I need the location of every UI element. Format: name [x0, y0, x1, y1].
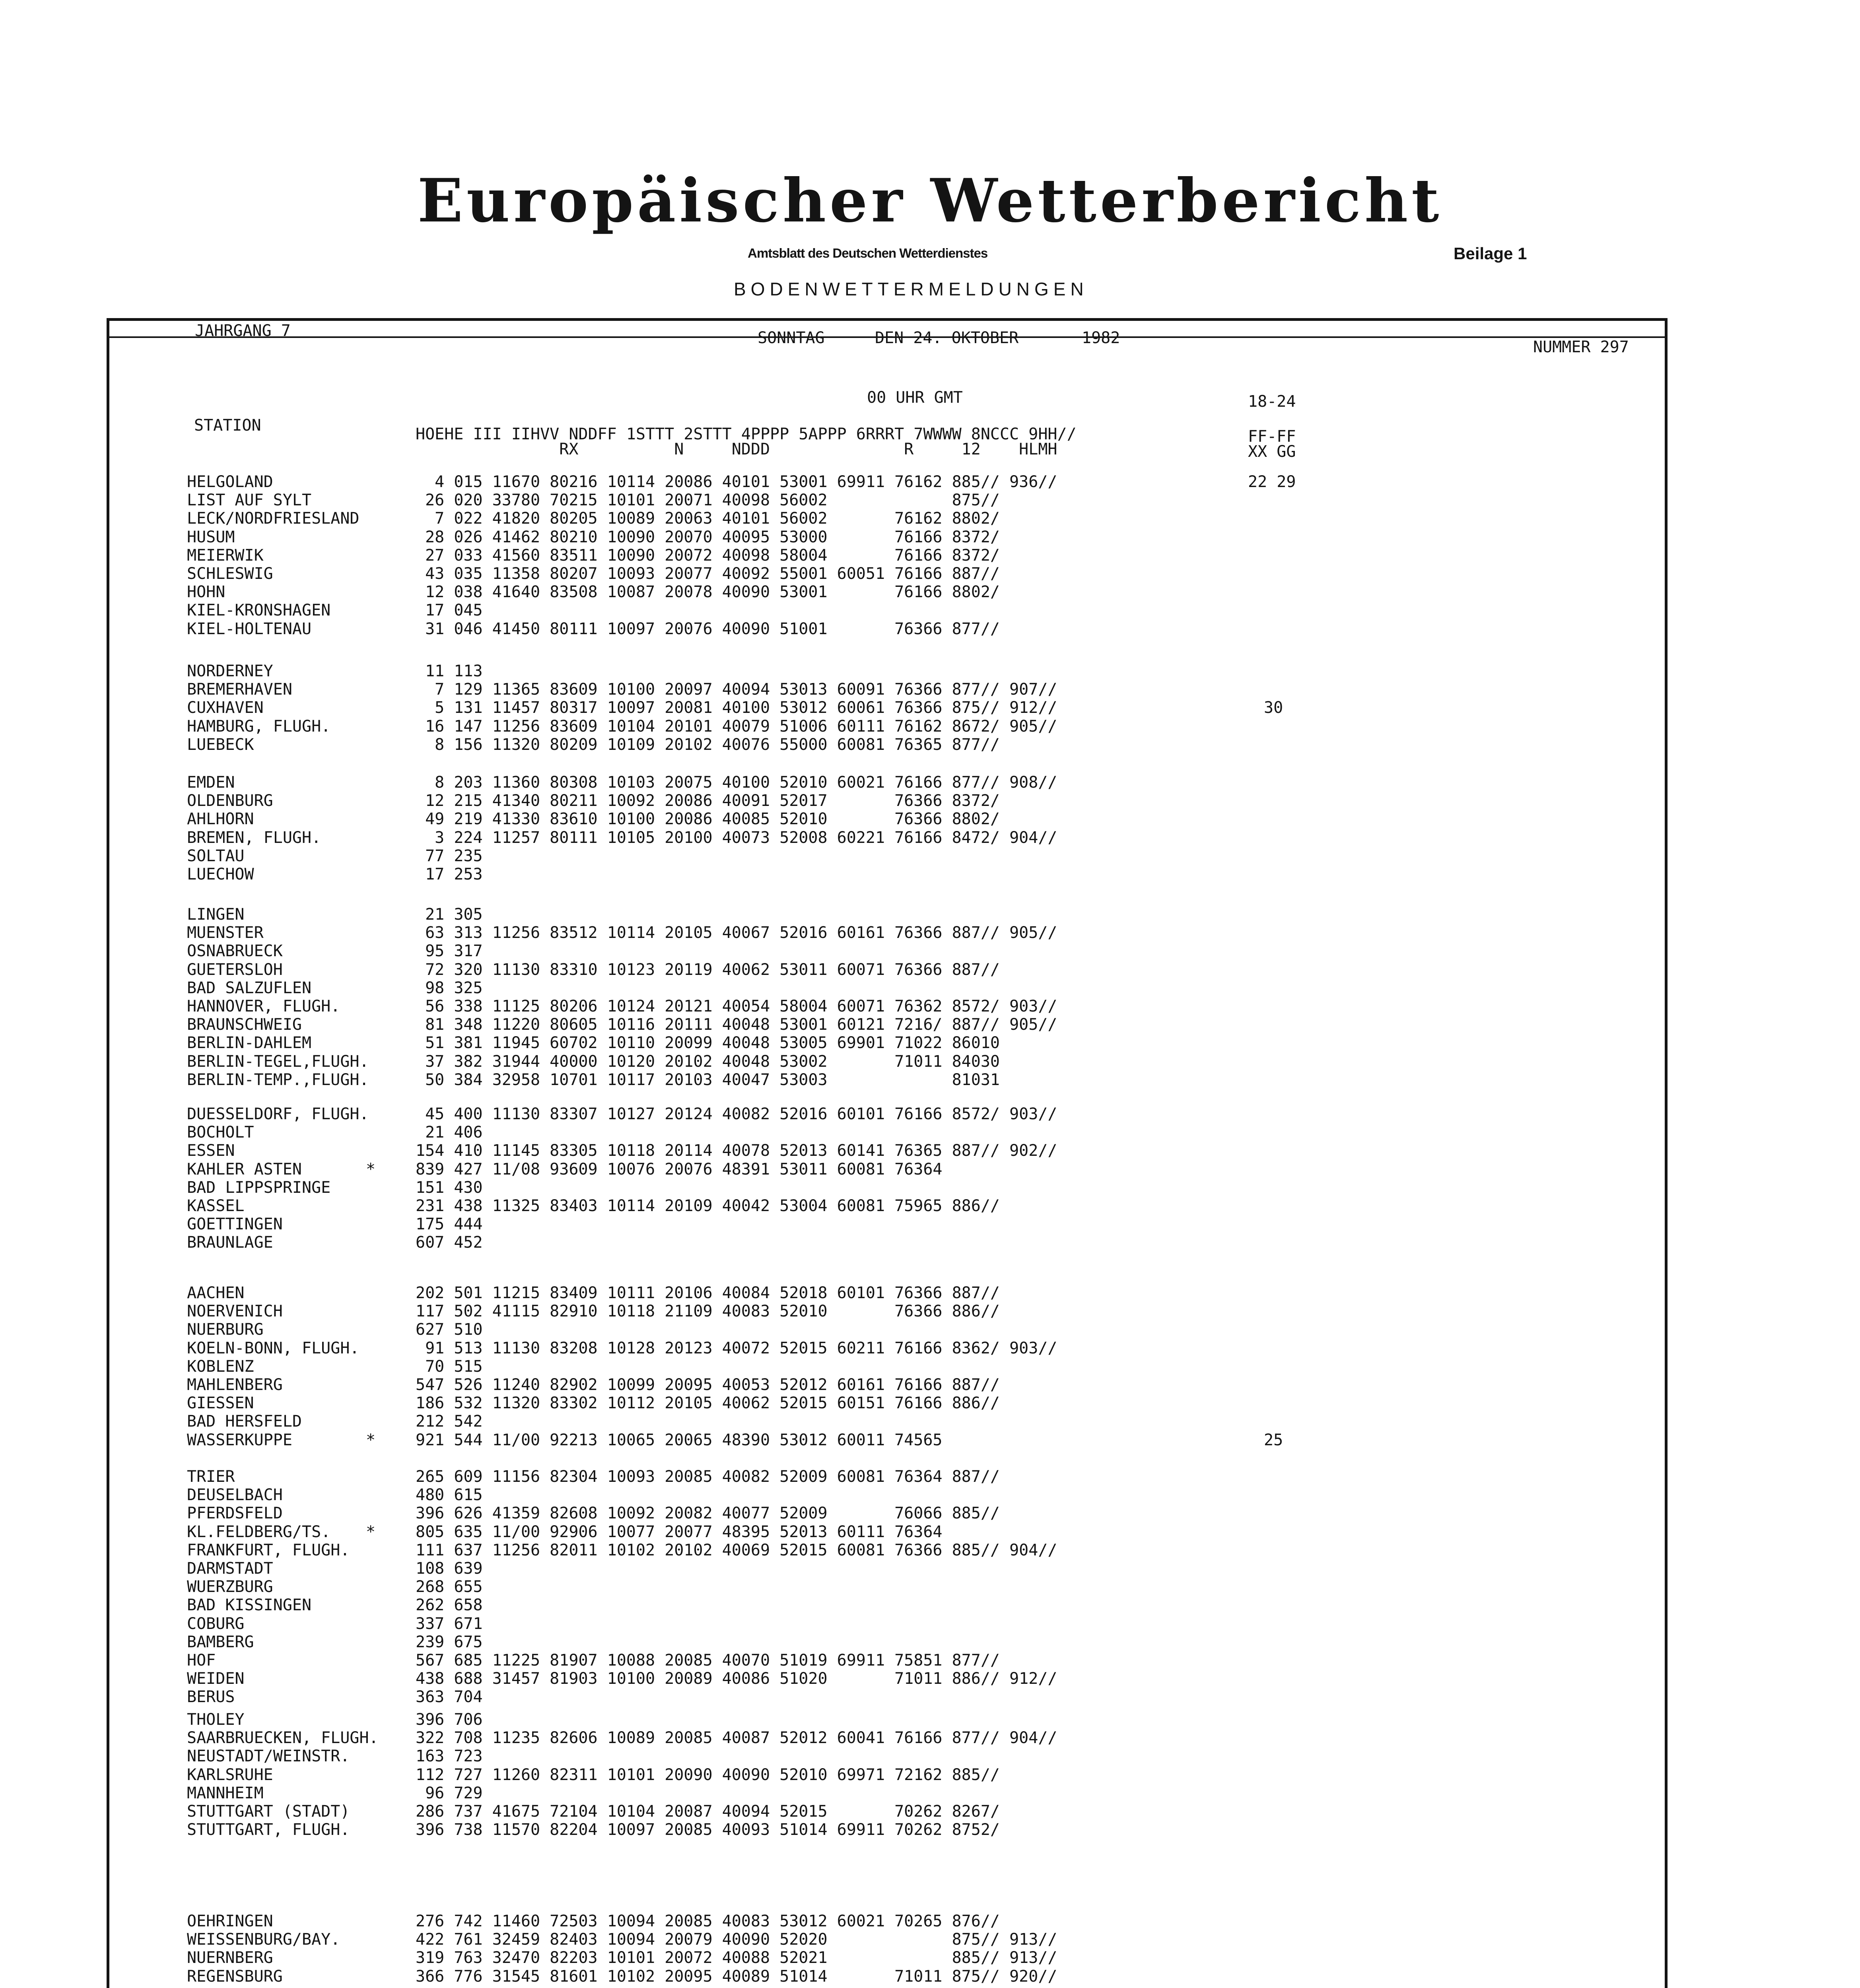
station-values: 7 022 41820 80205 10089 20063 40101 56002 76162 8802/ — [416, 509, 1000, 528]
station-values: 56 338 11125 80206 10124 20121 40054 58004 60071 76362 8572/ 903// — [416, 997, 1057, 1015]
station-name: HAMBURG, FLUGH. — [187, 717, 331, 736]
station-values: 921 544 11/00 92213 10065 20065 48390 53012 60011 74565 — [416, 1431, 943, 1449]
station-values: 363 704 — [416, 1688, 483, 1706]
station-values: 265 609 11156 82304 10093 20085 40082 52009 60081 76364 887// — [416, 1468, 1000, 1486]
station-name: BREMEN, FLUGH. — [187, 829, 321, 847]
station-values: 21 305 — [416, 905, 483, 924]
station-name: MUENSTER — [187, 924, 264, 942]
station-name: LUEBECK — [187, 736, 254, 754]
station-values: 3 224 11257 80111 10105 20100 40073 52008 60221 76166 8472/ 904// — [416, 829, 1057, 847]
beilage-label: Beilage 1 — [1454, 244, 1527, 263]
station-values: 37 382 31944 40000 10120 20102 40048 53002 71011 84030 — [416, 1052, 1000, 1071]
station-name: DARMSTADT — [187, 1559, 273, 1578]
station-name: BERLIN-TEMP.,FLUGH. — [187, 1071, 369, 1089]
station-values: 108 639 — [416, 1559, 483, 1578]
station-values: 231 438 11325 83403 10114 20109 40042 53004 60081 75965 886// — [416, 1197, 1000, 1215]
station-name: BAD LIPPSPRINGE — [187, 1178, 331, 1197]
station-values: 212 542 — [416, 1412, 483, 1431]
mountain-station-marker: * — [366, 1523, 376, 1541]
station-values: 21 406 — [416, 1123, 483, 1142]
station-values: 70 515 — [416, 1357, 483, 1376]
station-values: 51 381 11945 60702 10110 20099 40048 53005 69901 71022 86010 — [416, 1034, 1000, 1052]
station-name: OSNABRUECK — [187, 942, 283, 960]
station-values: 77 235 — [416, 847, 483, 865]
station-name: BAMBERG — [187, 1633, 254, 1651]
station-name: WEIDEN — [187, 1670, 245, 1688]
station-name: WUERZBURG — [187, 1578, 273, 1596]
station-name: NORDERNEY — [187, 662, 273, 680]
station-name: NEUSTADT/WEINSTR. — [187, 1747, 350, 1765]
station-name: HANNOVER, FLUGH. — [187, 997, 340, 1015]
station-values: 95 317 — [416, 942, 483, 960]
subtitle: Amtsblatt des Deutschen Wetterdienstes — [748, 246, 988, 260]
station-name: BERLIN-DAHLEM — [187, 1034, 312, 1052]
station-values: 72 320 11130 83310 10123 20119 40062 53011 60071 76366 887// — [416, 961, 1000, 979]
station-values: 154 410 11145 83305 10118 20114 40078 52013 60141 76365 887// 902// — [416, 1142, 1057, 1160]
station-name: HOF — [187, 1651, 216, 1670]
station-name: HOHN — [187, 583, 225, 601]
station-name: BREMERHAVEN — [187, 680, 292, 699]
station-name: MANNHEIM — [187, 1784, 264, 1802]
station-values: 63 313 11256 83512 10114 20105 40067 52016 60161 76366 887// 905// — [416, 924, 1057, 942]
station-name: BAD KISSINGEN — [187, 1596, 312, 1614]
jahrgang: JAHRGANG 7 — [195, 322, 291, 340]
station-values: 16 147 11256 83609 10104 20101 40079 51006 60111 76162 8672/ 905// — [416, 717, 1057, 736]
station-name: MEIERWIK — [187, 546, 264, 565]
station-values: 98 325 — [416, 979, 483, 997]
station-values: 396 706 — [416, 1710, 483, 1729]
station-name: KIEL-HOLTENAU — [187, 620, 312, 638]
station-name: KOBLENZ — [187, 1357, 254, 1376]
station-name: GIESSEN — [187, 1394, 254, 1412]
station-values: 322 708 11235 82606 10089 20085 40087 52012 60041 76166 877// 904// — [416, 1729, 1057, 1747]
station-values: 163 723 — [416, 1747, 483, 1765]
station-name: SCHLESWIG — [187, 565, 273, 583]
station-values: 111 637 11256 82011 10102 20102 40069 52015 60081 76366 885// 904// — [416, 1541, 1057, 1559]
columns-header-2: RX N NDDD R 12 HLMH — [416, 440, 1057, 458]
station-name: LIST AUF SYLT — [187, 491, 312, 509]
station-values: 438 688 31457 81903 10100 20089 40086 51020 71011 886// 912// — [416, 1670, 1057, 1688]
report-date: DEN 24. OKTOBER — [875, 329, 1019, 347]
station-name: HELGOLAND — [187, 473, 273, 491]
station-name: NUERBURG — [187, 1320, 264, 1339]
station-name: KIEL-KRONSHAGEN — [187, 601, 331, 619]
station-name: SAARBRUECKEN, FLUGH. — [187, 1729, 379, 1747]
station-name: KAHLER ASTEN — [187, 1160, 302, 1178]
station-name: NUERNBERG — [187, 1949, 273, 1967]
station-values: 319 763 32470 82203 10101 20072 40088 52021 885// 913// — [416, 1949, 1057, 1967]
station-name: HUSUM — [187, 528, 235, 546]
period-label: 18-24 — [1248, 392, 1296, 411]
station-values: 268 655 — [416, 1578, 483, 1596]
station-name: STUTTGART, FLUGH. — [187, 1821, 350, 1839]
station-values: 117 502 41115 82910 10118 21109 40083 52010 76366 886// — [416, 1302, 1000, 1320]
station-name: EMDEN — [187, 773, 235, 792]
station-name: BOCHOLT — [187, 1123, 254, 1142]
station-values: 7 129 11365 83609 10100 20097 40094 53013 60091 76366 877// 907// — [416, 680, 1057, 699]
station-values: 422 761 32459 82403 10094 20079 40090 52020 875// 913// — [416, 1930, 1057, 1949]
station-values: 202 501 11215 83409 10111 20106 40084 52018 60101 76366 887// — [416, 1284, 1000, 1302]
station-name: REGENSBURG — [187, 1967, 283, 1986]
station-values: 262 658 — [416, 1596, 483, 1614]
station-values: 26 020 33780 70215 10101 20071 40098 56002 875// — [416, 491, 1000, 509]
station-name: FRANKFURT, FLUGH. — [187, 1541, 350, 1559]
station-values: 480 615 — [416, 1486, 483, 1504]
station-values: 286 737 41675 72104 10104 20087 40094 52015 70262 8267/ — [416, 1802, 1000, 1821]
station-values: 276 742 11460 72503 10094 20085 40083 53012 60021 70265 876// — [416, 1912, 1000, 1930]
page-title: Europäischer Wetterbericht — [417, 166, 1443, 236]
station-values: 805 635 11/00 92906 10077 20077 48395 52013 60111 76364 — [416, 1523, 943, 1541]
station-values: 175 444 — [416, 1215, 483, 1233]
station-values: 12 215 41340 80211 10092 20086 40091 52017 76366 8372/ — [416, 792, 1000, 810]
station-values: 49 219 41330 83610 10100 20086 40085 52010 76366 8802/ — [416, 810, 1000, 828]
station-name: AACHEN — [187, 1284, 245, 1302]
station-values: 11 113 — [416, 662, 483, 680]
station-name: ESSEN — [187, 1142, 235, 1160]
station-name: THOLEY — [187, 1710, 245, 1729]
observation-time: 00 UHR GMT — [867, 388, 963, 407]
station-name: OLDENBURG — [187, 792, 273, 810]
station-values: 8 156 11320 80209 10109 20102 40076 55000 60081 76365 877// — [416, 736, 1000, 754]
station-values: 12 038 41640 83508 10087 20078 40090 53001 76166 8802/ — [416, 583, 1000, 601]
station-values: 81 348 11220 80605 10116 20111 40048 53001 60121 7216/ 887// 905// — [416, 1015, 1057, 1034]
station-name: STUTTGART (STADT) — [187, 1802, 350, 1821]
station-values: 45 400 11130 83307 10127 20124 40082 52016 60101 76166 8572/ 903// — [416, 1105, 1057, 1123]
station-name: COBURG — [187, 1615, 245, 1633]
station-name: BERUS — [187, 1688, 235, 1706]
mountain-station-marker: * — [366, 1431, 376, 1449]
station-values: 28 026 41462 80210 10090 20070 40095 53000 76166 8372/ — [416, 528, 1000, 546]
station-name: MAHLENBERG — [187, 1376, 283, 1394]
station-name: WASSERKUPPE — [187, 1431, 292, 1449]
station-values: 31 046 41450 80111 10097 20076 40090 51001 76366 877// — [416, 620, 1000, 638]
station-name: KASSEL — [187, 1197, 245, 1215]
wind-values: 22 29 — [1248, 473, 1296, 491]
station-name: GUETERSLOH — [187, 961, 283, 979]
report-year: 1982 — [1082, 329, 1120, 347]
station-values: 50 384 32958 10701 10117 20103 40047 53003 81031 — [416, 1071, 1000, 1089]
wind-values: 25 — [1264, 1431, 1283, 1449]
station-values: 396 738 11570 82204 10097 20085 40093 51014 69911 70262 8752/ — [416, 1821, 1000, 1839]
station-name: TRIER — [187, 1468, 235, 1486]
station-name: PFERDSFELD — [187, 1504, 283, 1522]
station-name: NOERVENICH — [187, 1302, 283, 1320]
weekday: SONNTAG — [758, 329, 825, 347]
station-values: 17 045 — [416, 601, 483, 619]
station-name: KL.FELDBERG/TS. — [187, 1523, 331, 1541]
mountain-station-marker: * — [366, 1160, 376, 1178]
station-name: BERLIN-TEGEL,FLUGH. — [187, 1052, 369, 1071]
station-values: 5 131 11457 80317 10097 20081 40100 53012 60061 76366 875// 912// — [416, 699, 1057, 717]
station-name: BRAUNSCHWEIG — [187, 1015, 302, 1034]
station-name: LECK/NORDFRIESLAND — [187, 509, 360, 528]
station-values: 337 671 — [416, 1615, 483, 1633]
station-name: DUESSELDORF, FLUGH. — [187, 1105, 369, 1123]
station-values: 112 727 11260 82311 10101 20090 40090 52010 69971 72162 885// — [416, 1766, 1000, 1784]
wind-header-2: XX GG — [1248, 443, 1296, 461]
station-values: 567 685 11225 81907 10088 20085 40070 51019 69911 75851 877// — [416, 1651, 1000, 1670]
station-name: BAD SALZUFLEN — [187, 979, 312, 997]
wind-header-1: FF-FF — [1248, 427, 1296, 446]
section-header: BODENWETTERMELDUNGEN — [734, 279, 1088, 299]
station-values: 396 626 41359 82608 10092 20082 40077 52009 76066 885// — [416, 1504, 1000, 1522]
station-values: 96 729 — [416, 1784, 483, 1802]
station-values: 91 513 11130 83208 10128 20123 40072 52015 60211 76166 8362/ 903// — [416, 1339, 1057, 1357]
station-values: 607 452 — [416, 1233, 483, 1252]
station-name: WEISSENBURG/BAY. — [187, 1930, 340, 1949]
station-name: DEUSELBACH — [187, 1486, 283, 1504]
wind-values: 30 — [1264, 699, 1283, 717]
station-name: AHLHORN — [187, 810, 254, 828]
station-values: 366 776 31545 81601 10102 20095 40089 51014 71011 875// 920// — [416, 1967, 1057, 1986]
station-name: KARLSRUHE — [187, 1766, 273, 1784]
station-values: 8 203 11360 80308 10103 20075 40100 52010 60021 76166 877// 908// — [416, 773, 1057, 792]
columns-header-1: HOEHE III IIHVV NDDFF 1STTT 2STTT 4PPPP 5APPP 6RRRT 7WWWW 8NCCC 9HH// — [416, 425, 1077, 443]
station-values: 27 033 41560 83511 10090 20072 40098 58004 76166 8372/ — [416, 546, 1000, 565]
issue-number: NUMMER 297 — [1533, 338, 1629, 356]
station-name: KOELN-BONN, FLUGH. — [187, 1339, 360, 1357]
station-values: 4 015 11670 80216 10114 20086 40101 53001 69911 76162 885// 936// — [416, 473, 1057, 491]
station-name: OEHRINGEN — [187, 1912, 273, 1930]
station-values: 151 430 — [416, 1178, 483, 1197]
station-name: BAD HERSFELD — [187, 1412, 302, 1431]
station-values: 547 526 11240 82902 10099 20095 40053 52012 60161 76166 887// — [416, 1376, 1000, 1394]
station-values: 17 253 — [416, 865, 483, 883]
station-values: 43 035 11358 80207 10093 20077 40092 55001 60051 76166 887// — [416, 565, 1000, 583]
station-values: 239 675 — [416, 1633, 483, 1651]
station-header: STATION — [194, 416, 261, 435]
station-name: BRAUNLAGE — [187, 1233, 273, 1252]
station-values: 839 427 11/08 93609 10076 20076 48391 53011 60081 76364 — [416, 1160, 943, 1178]
station-values: 186 532 11320 83302 10112 20105 40062 52015 60151 76166 886// — [416, 1394, 1000, 1412]
station-name: SOLTAU — [187, 847, 245, 865]
station-name: CUXHAVEN — [187, 699, 264, 717]
station-values: 627 510 — [416, 1320, 483, 1339]
station-name: LINGEN — [187, 905, 245, 924]
station-name: LUECHOW — [187, 865, 254, 883]
station-name: GOETTINGEN — [187, 1215, 283, 1233]
